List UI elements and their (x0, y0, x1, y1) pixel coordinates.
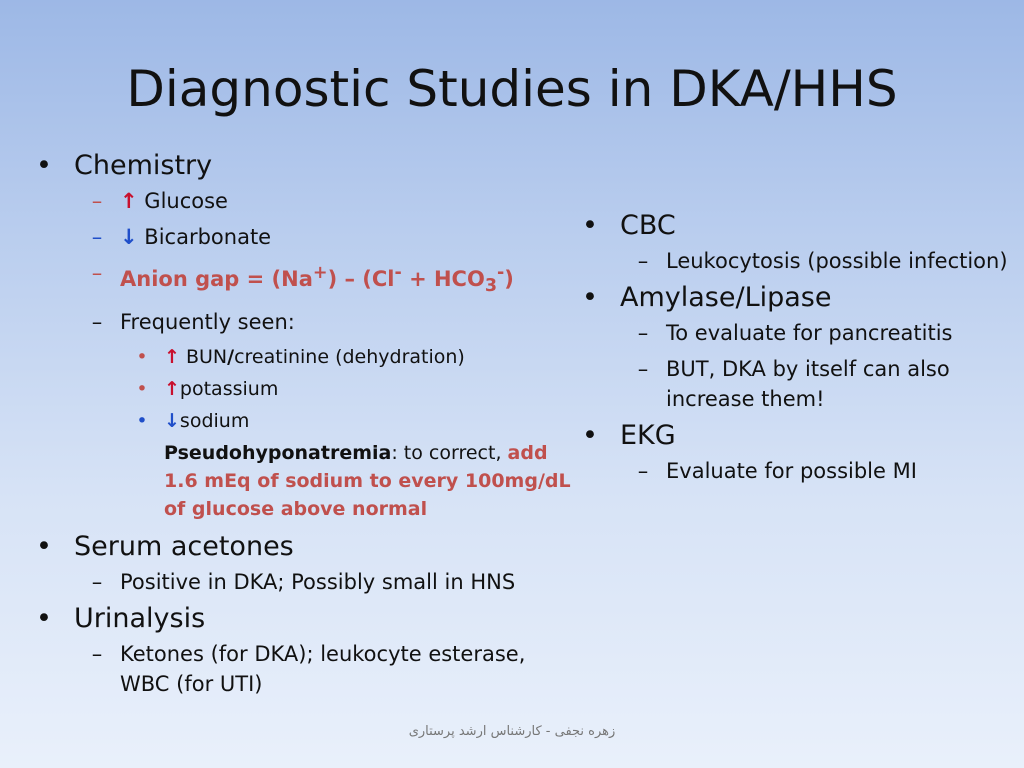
bullet-icon: • (136, 346, 148, 369)
urinalysis-detail: Ketones (for DKA); leukocyte esterase, WBC (for UTI) (120, 642, 526, 697)
bullet-icon: • (36, 531, 52, 563)
amylase-detail-1: To evaluate for pancreatitis (666, 321, 953, 345)
item-amylase-detail-1 (580, 318, 1010, 348)
item-anion-gap (34, 258, 574, 301)
item-frequently-seen (34, 307, 574, 337)
bullet-ekg (580, 420, 1010, 452)
frequently-seen-label: Frequently seen: (120, 310, 295, 335)
amylase-label: Amylase/Lipase (620, 282, 832, 313)
bullet-amylase (580, 282, 1010, 314)
item-amylase-detail-2 (580, 354, 1010, 414)
slash-label: / (227, 346, 235, 369)
dash-icon: – (91, 189, 103, 213)
item-potassium (34, 375, 574, 403)
down-arrow-icon: ↓ (120, 225, 138, 249)
bullet-icon: • (36, 603, 52, 635)
chemistry-label: Chemistry (74, 150, 213, 181)
dash-icon: – (637, 357, 649, 381)
item-urinalysis-detail (34, 639, 574, 699)
slide-title: Diagnostic Studies in DKA/HHS (126, 60, 898, 118)
dash-icon: – (91, 570, 103, 595)
bullet-cbc (580, 210, 1010, 242)
item-bicarbonate (34, 222, 574, 252)
right-column (580, 210, 1010, 492)
bullet-icon: • (582, 420, 598, 451)
item-glucose (34, 186, 574, 216)
down-arrow-icon: ↓ (164, 410, 180, 433)
item-cbc-detail (580, 246, 1010, 276)
dash-icon: – (91, 642, 103, 667)
bullet-icon: • (136, 378, 148, 401)
up-arrow-icon: ↑ (164, 378, 180, 401)
cbc-label: CBC (620, 210, 676, 241)
sodium-label: sodium (179, 410, 250, 433)
anion-gap-formula: Anion gap = $(Na^+) - (Cl^- + HCO_3^-)$ (120, 263, 514, 297)
bullet-icon: • (582, 282, 598, 313)
dash-icon: – (637, 321, 649, 345)
bullet-icon: • (136, 410, 148, 433)
creatinine-label: creatinine (dehydration) (234, 346, 465, 369)
ekg-label: EKG (620, 420, 676, 451)
footer-credit: زهره نجفی - کارشناس ارشد پرستاری (408, 724, 616, 739)
bullet-chemistry (34, 150, 574, 182)
serum-label: Serum acetones (74, 531, 294, 563)
pseudo-term: Pseudohyponatremia (164, 442, 392, 465)
item-serum-detail (34, 567, 574, 597)
pseudo-correction: add 1.6 mEq of sodium to every 100mg/dL of glucose above normal (164, 442, 571, 521)
dash-icon: – (91, 261, 103, 285)
bullet-serum-acetones (34, 531, 574, 563)
item-sodium (34, 407, 574, 435)
pseudo-text: : to correct, (391, 442, 508, 465)
urinalysis-label: Urinalysis (74, 603, 206, 635)
glucose-label: Glucose (144, 189, 228, 213)
dash-icon: – (637, 249, 649, 273)
bullet-urinalysis (34, 603, 574, 635)
item-ekg-detail (580, 456, 1010, 486)
up-arrow-icon: ↑ (164, 346, 180, 369)
potassium-label: potassium (179, 378, 279, 401)
left-column (34, 150, 574, 705)
bullet-icon: • (36, 150, 52, 181)
cbc-detail: Leukocytosis (possible infection) (666, 249, 1008, 273)
serum-detail: Positive in DKA; Possibly small in HNS (120, 570, 516, 595)
dash-icon: – (91, 225, 103, 249)
dash-icon: – (637, 459, 649, 483)
pseudohyponatremia-note (34, 439, 574, 523)
amylase-detail-2: BUT, DKA by itself can also increase them! (666, 357, 950, 411)
item-bun (34, 343, 574, 371)
dash-icon: – (91, 310, 103, 335)
bullet-icon: • (582, 210, 598, 241)
bun-label: BUN (185, 346, 228, 369)
ekg-detail: Evaluate for possible MI (666, 459, 917, 483)
bicarbonate-label: Bicarbonate (144, 225, 272, 249)
up-arrow-icon: ↑ (120, 189, 138, 213)
